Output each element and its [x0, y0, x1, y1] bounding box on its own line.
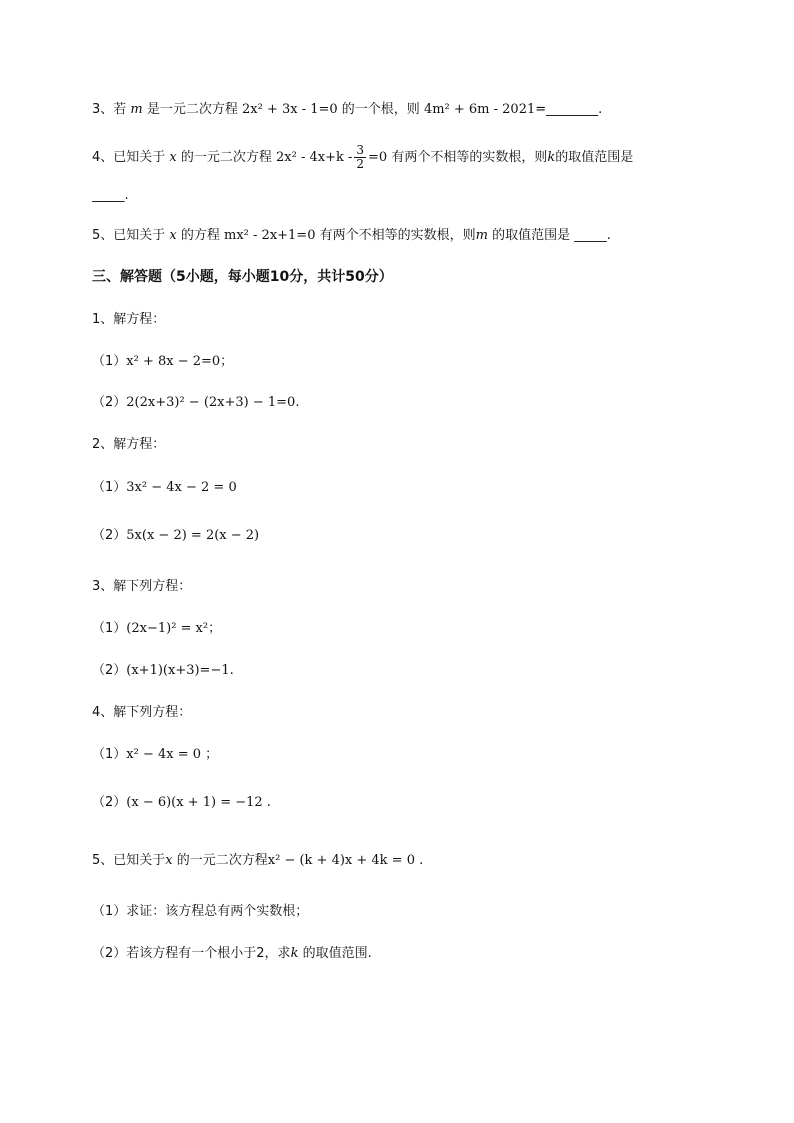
q5-suffix: 有两个不相等的实数根，则 — [315, 228, 476, 243]
problem-1-part-b — [92, 394, 299, 412]
q4-mid: 的一元二次方程 — [176, 150, 277, 165]
q3-mid: 是一元二次方程 — [142, 102, 242, 117]
q4-frac-den: 2 — [356, 157, 365, 171]
fill-in-question-4-blank — [92, 187, 129, 205]
q3-prefix: 3、若 — [92, 102, 131, 117]
fill-in-question-5 — [92, 227, 611, 245]
p5-title-mid: 的一元二次方程 — [172, 853, 268, 868]
q3-equation: 2x² + 3x - 1=0 — [242, 102, 338, 117]
p2-b-label: （2） — [92, 528, 127, 543]
problem-1-part-a — [92, 353, 233, 371]
p1-a-label: （1） — [92, 354, 127, 369]
q4-var-x: x — [169, 150, 177, 165]
q3-blank: =________. — [535, 102, 603, 117]
q5-tail: 的取值范围是 _____. — [487, 228, 611, 243]
p5-b-text-suffix: 的取值范围. — [298, 946, 372, 961]
problem-1-title: 1、解方程： — [92, 312, 166, 327]
fill-in-question-4 — [92, 144, 633, 171]
p1-b-label: （2） — [92, 395, 127, 410]
q3-var-m: m — [130, 102, 143, 117]
q4-suffix: 有两个不相等的实数根，则 — [387, 150, 548, 165]
p5-b-text-prefix: 若该方程有一个根小于2，求 — [126, 946, 291, 961]
problem-3-part-a — [92, 620, 221, 638]
p3-b-label: （2） — [92, 663, 127, 678]
q4-equation-left: 2x² - 4x+k - — [276, 150, 353, 165]
problem-2-title: 2、解方程： — [92, 437, 166, 452]
q4-blank: _____. — [92, 188, 129, 203]
problem-2-part-a — [92, 479, 237, 497]
p5-title-prefix: 5、已知关于 — [92, 853, 166, 868]
q3-expression: 4m² + 6m - 2021 — [423, 102, 536, 117]
problem-3-part-b — [92, 662, 234, 680]
p2-b-equation: 5x(x − 2) = 2(x − 2) — [126, 528, 260, 543]
p1-a-equation: x² + 8x − 2=0； — [126, 354, 234, 369]
problem-4-part-b — [92, 794, 271, 812]
q3-suffix: 的一个根，则 — [337, 102, 424, 117]
q4-fraction — [354, 144, 366, 171]
q4-frac-num: 3 — [356, 143, 365, 157]
p1-b-equation: 2(2x+3)² − (2x+3) − 1=0. — [126, 395, 300, 410]
q4-tail: 的取值范围是 — [555, 150, 634, 165]
p3-a-label: （1） — [92, 621, 127, 636]
problem-4-part-a — [92, 746, 218, 764]
problem-5-part-a — [92, 903, 308, 921]
problem-5-part-b — [92, 945, 372, 963]
p5-equation: x² − (k + 4)x + 4k = 0 . — [267, 853, 424, 868]
section-3-heading: 三、解答题（5小题，每小题10分，共计50分） — [92, 269, 393, 285]
p2-a-equation: 3x² − 4x − 2 = 0 — [126, 480, 237, 495]
p5-a-label: （1） — [92, 904, 127, 919]
p3-a-equation: (2x−1)² = x²； — [126, 621, 222, 636]
q4-prefix: 4、已知关于 — [92, 150, 170, 165]
q5-var-m: m — [475, 228, 488, 243]
p5-a-text: 求证：该方程总有两个实数根； — [126, 904, 309, 919]
p5-var-x: x — [165, 853, 173, 868]
p4-b-equation: (x − 6)(x + 1) = −12 . — [126, 795, 271, 810]
p4-a-equation: x² − 4x = 0 ； — [126, 747, 219, 762]
q5-equation: mx² - 2x+1=0 — [224, 228, 316, 243]
problem-3-title: 3、解下列方程： — [92, 579, 192, 594]
problem-2-part-b — [92, 527, 259, 545]
q5-var-x: x — [169, 228, 177, 243]
q5-prefix: 5、已知关于 — [92, 228, 170, 243]
p4-a-label: （1） — [92, 747, 127, 762]
q4-equation-right: =0 — [368, 150, 388, 165]
q5-mid: 的方程 — [176, 228, 225, 243]
problem-5-title — [92, 852, 423, 870]
p5-var-k: k — [290, 946, 299, 961]
p3-b-equation: (x+1)(x+3)=−1. — [126, 663, 234, 678]
fill-in-question-3 — [92, 101, 602, 119]
q4-var-k: k — [547, 150, 556, 165]
p4-b-label: （2） — [92, 795, 127, 810]
problem-4-title: 4、解下列方程： — [92, 705, 192, 720]
p5-b-label: （2） — [92, 946, 127, 961]
p2-a-label: （1） — [92, 480, 127, 495]
